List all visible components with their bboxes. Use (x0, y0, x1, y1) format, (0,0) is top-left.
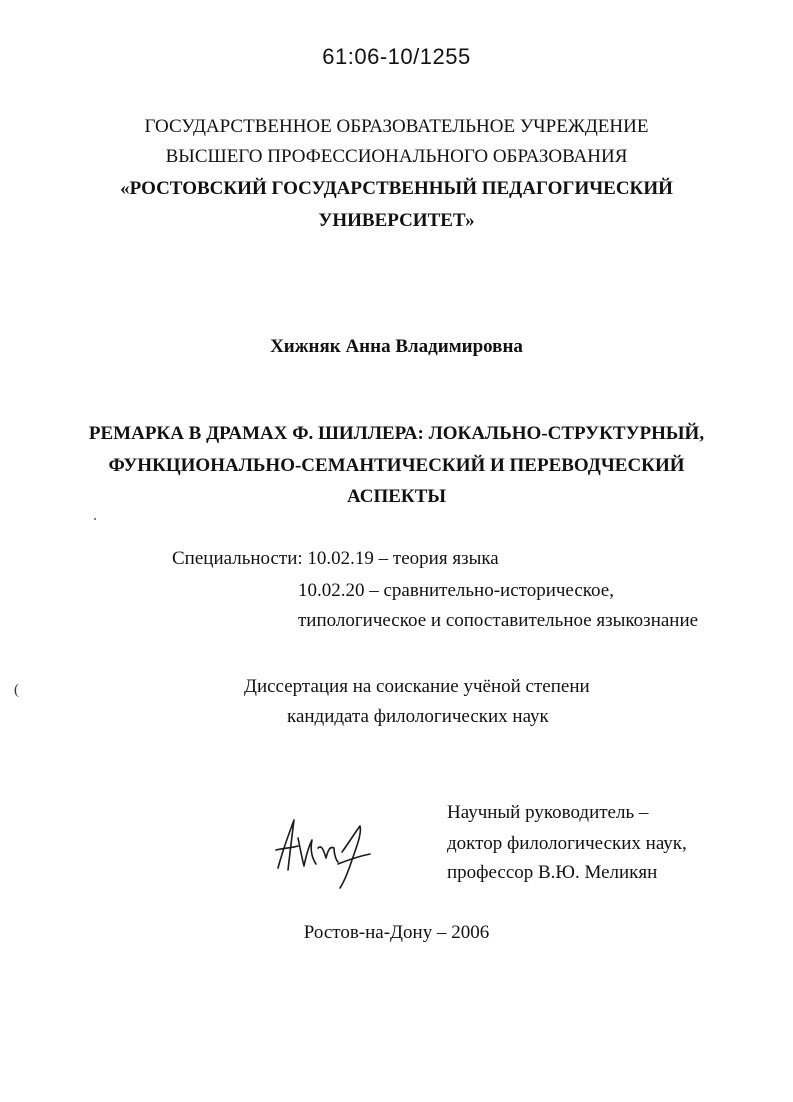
title-line-3: АСПЕКТЫ (346, 486, 447, 507)
supervisor-line-2: доктор филологических наук, (447, 833, 687, 854)
institution-line-2: ВЫСШЕГО ПРОФЕССИОНАЛЬНОГО ОБРАЗОВАНИЯ (165, 146, 628, 167)
specialty-line-2: 10.02.20 – сравнительно-историческое, (298, 580, 614, 601)
scan-speck (94, 518, 96, 520)
supervisor-line-3: профессор В.Ю. Меликян (447, 862, 658, 883)
signature-image (268, 808, 378, 898)
title-line-1: РЕМАРКА В ДРАМАХ Ф. ШИЛЛЕРА: ЛОКАЛЬНО-СТРУКТУРНЫЙ, (88, 423, 705, 444)
document-code: 61:06-10/1255 (322, 44, 471, 69)
dissertation-line-2: кандидата филологических наук (287, 706, 549, 727)
margin-mark: ( (14, 682, 19, 698)
title-line-2: ФУНКЦИОНАЛЬНО-СЕМАНТИЧЕСКИЙ И ПЕРЕВОДЧЕСКИЙ (108, 455, 685, 476)
city-year: Ростов-на-Дону – 2006 (303, 922, 490, 943)
institution-line-3: «РОСТОВСКИЙ ГОСУДАРСТВЕННЫЙ ПЕДАГОГИЧЕСКИЙ (120, 178, 673, 199)
author-name: Хижняк Анна Владимировна (270, 336, 523, 357)
institution-line-1: ГОСУДАРСТВЕННОЕ ОБРАЗОВАТЕЛЬНОЕ УЧРЕЖДЕНИЕ (144, 116, 649, 137)
supervisor-line-1: Научный руководитель – (447, 802, 649, 823)
dissertation-line-1: Диссертация на соискание учёной степени (244, 676, 590, 697)
institution-line-4: УНИВЕРСИТЕТ» (318, 210, 475, 231)
specialty-line-3: типологическое и сопоставительное языкознание (298, 610, 699, 631)
specialty-line-1: Специальности: 10.02.19 – теория языка (172, 548, 499, 569)
